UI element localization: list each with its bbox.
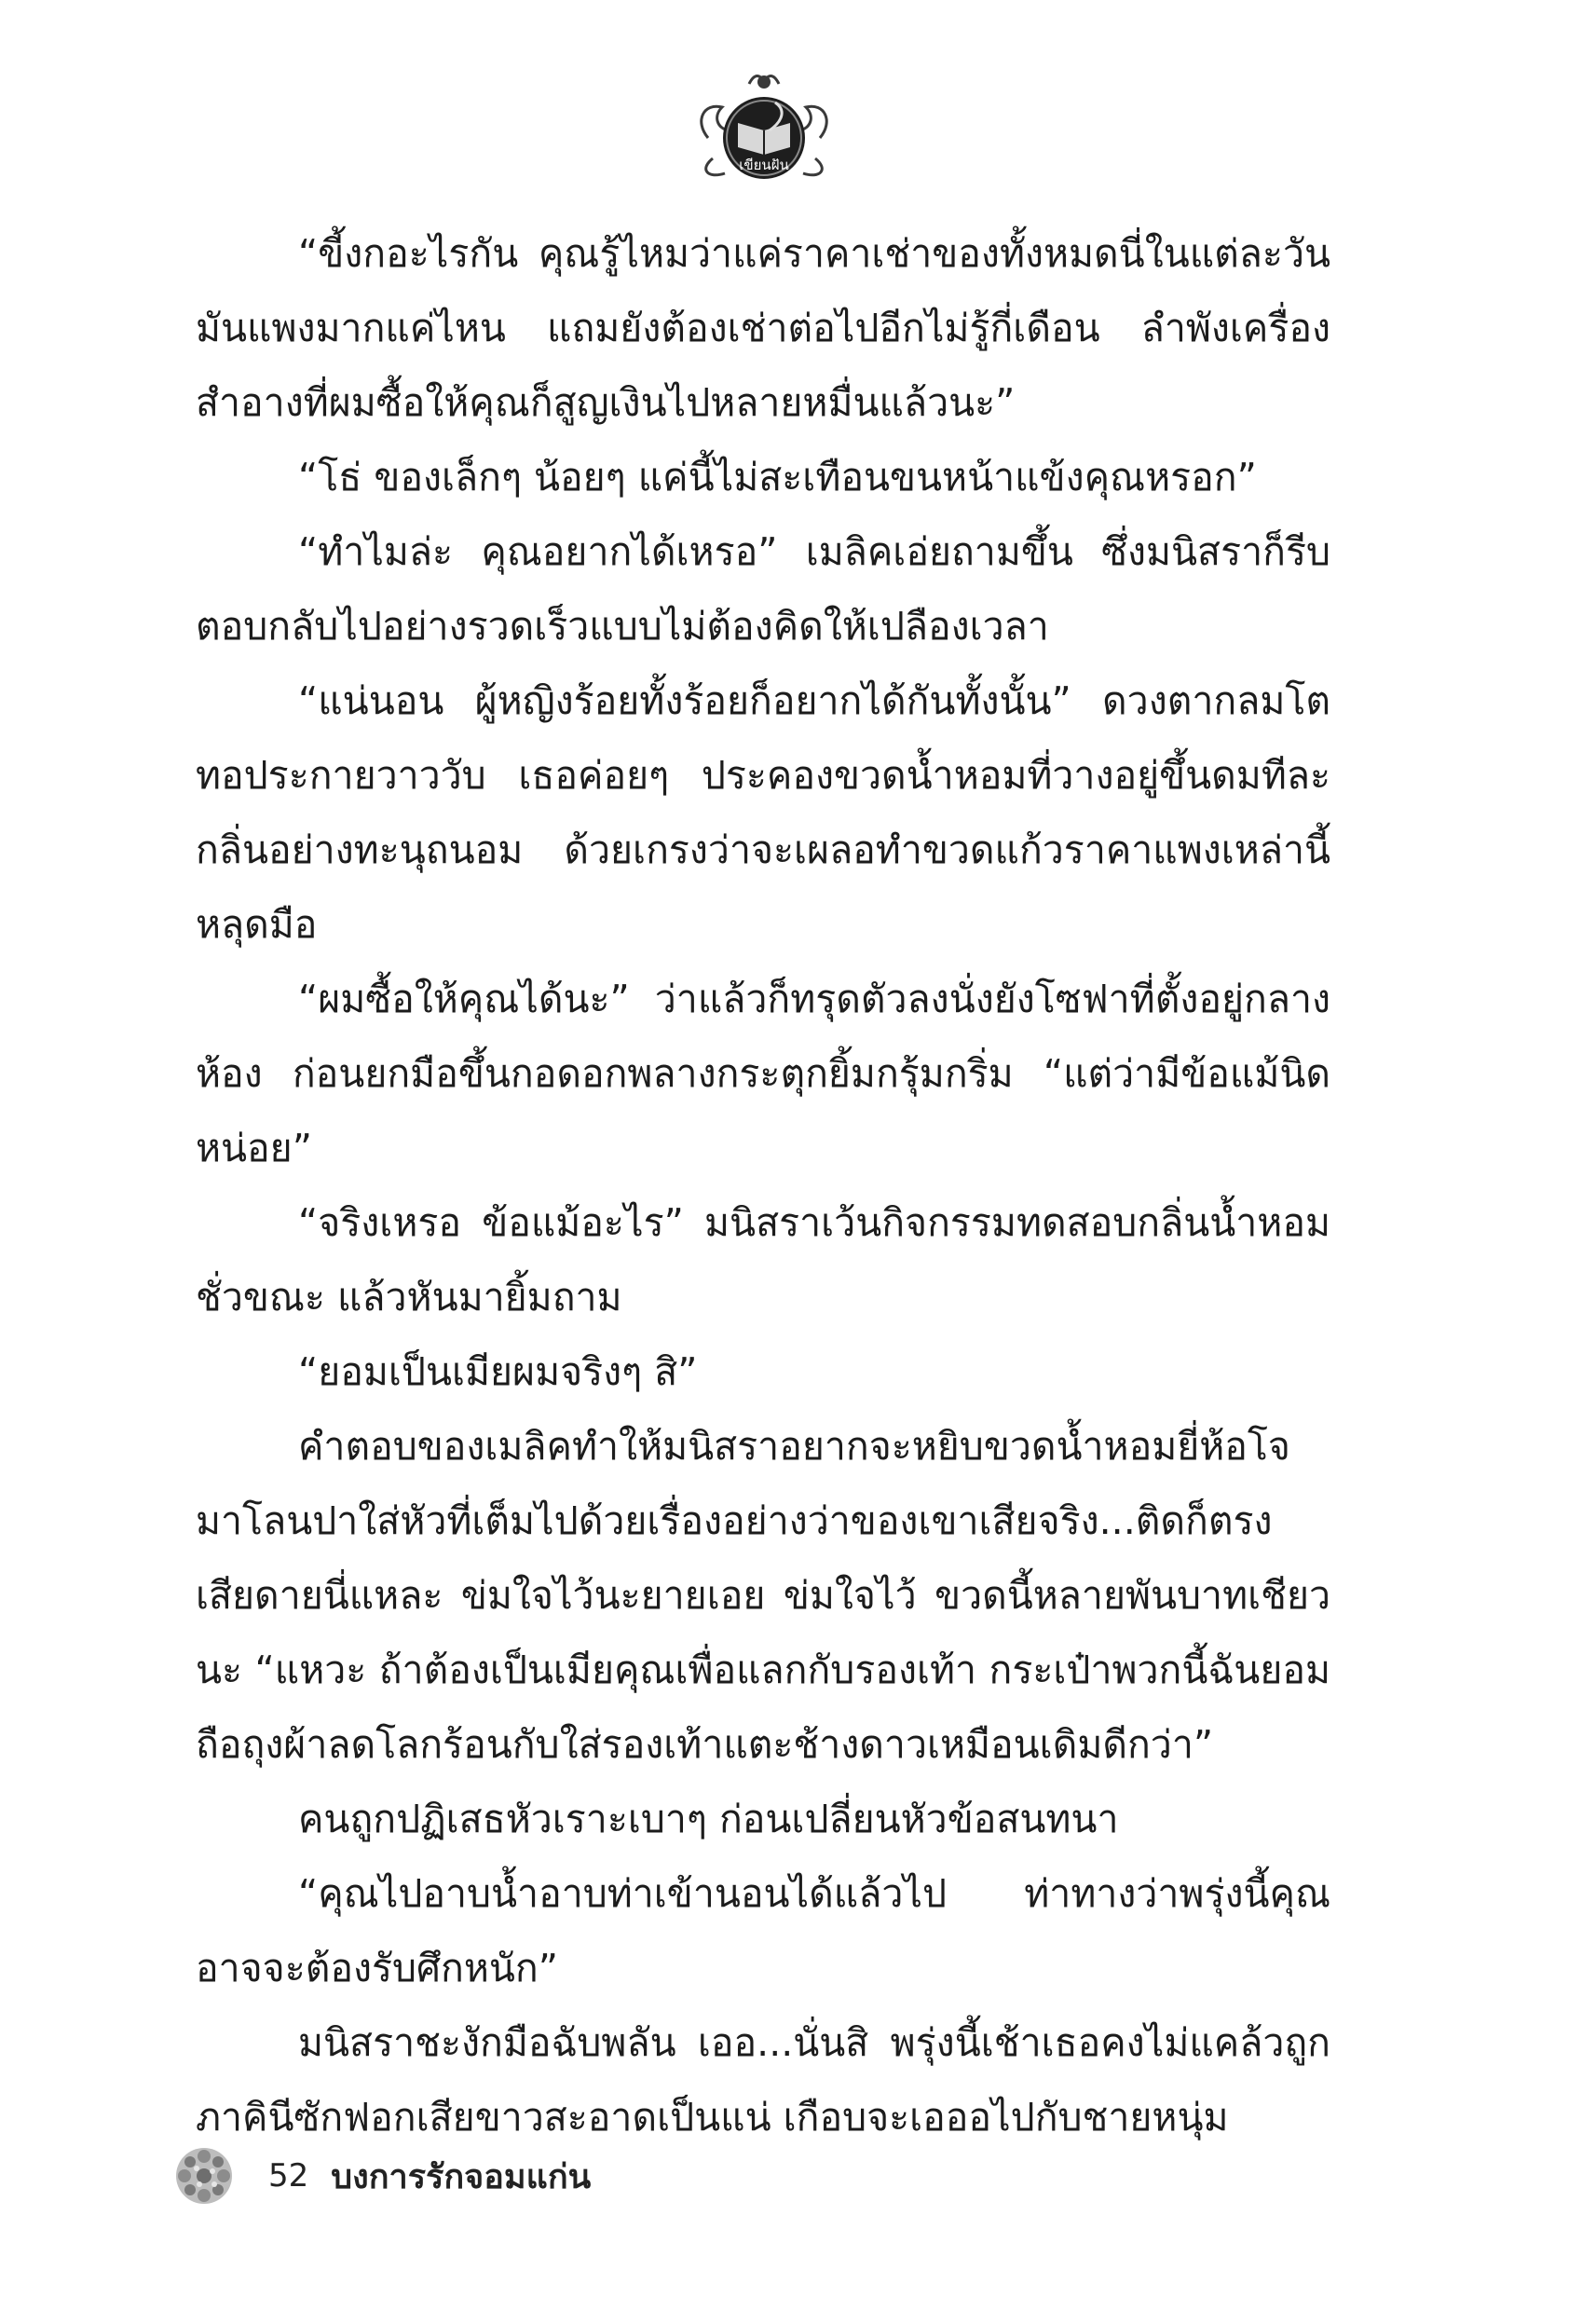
paragraph: “ผมซื้อให้คุณได้นะ” ว่าแล้วก็ทรุดตัวลงนั่งยังโซฟาที่ตั้งอยู่กลางห้อง ก่อนยกมือขึ้นกอดอกพลางกระตุกยิ้มกรุ้มกริ่ม “แต่ว่ามีข้อแม้นิดหน่อย” <box>196 977 1330 1170</box>
paragraph: “ขี้งกอะไรกัน คุณรู้ไหมว่าแค่ราคาเช่าของทั้งหมดนี่ในแต่ละวันมันแพงมากแค่ไหน แถมยังต้องเช่าต่อไปอีกไม่รู้กี่เดือน ลำพังเครื่องสำอางที่ผมซื้อให้คุณก็สูญเงินไปหลายหมื่นแล้วนะ” <box>196 231 1330 425</box>
page-footer <box>173 2143 591 2208</box>
paragraph: คำตอบของเมลิคทำให้มนิสราอยากจะหยิบขวดน้ำหอมยี่ห้อโจมาโลนปาใส่หัวที่เต็มไปด้วยเรื่องอย่างว่าของเขาเสียจริง...ติดก็ตรงเสียดายนี่แหละ ข่มใจไว้นะยายเอย ข่มใจไว้ ขวดนี้หลายพันบาทเชียวนะ “แหวะ ถ้าต้องเป็นเมียคุณเพื่อแลกกับรองเท้า กระเป๋าพวกนี้ฉันยอมถือถุงผ้าลดโลกร้อนกับใส่รองเท้าแตะช้างดาวเหมือนเดิมดีกว่า” <box>196 1424 1330 1767</box>
paragraph: “จริงเหรอ ข้อแม้อะไร” มนิสราเว้นกิจกรรมทดสอบกลิ่นน้ำหอมชั่วขณะ แล้วหันมายิ้มถาม <box>196 1200 1330 1320</box>
header-logo <box>689 65 839 186</box>
logo-text: เขียนฝัน <box>739 157 789 173</box>
paragraph: “แน่นอน ผู้หญิงร้อยทั้งร้อยก็อยากได้กันทั้งนั้น” ดวงตากลมโตทอประกายวาววับ เธอค่อยๆ ประคองขวดน้ำหอมที่วางอยู่ขึ้นดมทีละกลิ่นอย่างทะนุถนอม ด้วยเกรงว่าจะเผลอทำขวดแก้วราคาแพงเหล่านี้หลุดมือ <box>196 678 1330 947</box>
paragraph: คนถูกปฏิเสธหัวเราะเบาๆ ก่อนเปลี่ยนหัวข้อสนทนา <box>298 1797 1119 1841</box>
paragraph: “โธ่ ของเล็กๆ น้อยๆ แค่นี้ไม่สะเทือนขนหน้าแข้งคุณหรอก” <box>298 455 1257 499</box>
floral-ornament-icon <box>173 2145 235 2207</box>
paragraph: “คุณไปอาบน้ำอาบท่าเข้านอนได้แล้วไป ท่าทางว่าพรุ่งนี้คุณอาจจะต้องรับศึกหนัก” <box>196 1871 1330 1990</box>
paragraph: “ยอมเป็นเมียผมจริงๆ สิ” <box>298 1349 698 1394</box>
body-text <box>196 216 1330 2154</box>
page-number: 52 <box>268 2157 309 2195</box>
paragraph: มนิสราชะงักมือฉับพลัน เออ...นั่นสิ พรุ่งนี้เช้าเธอคงไม่แคล้วถูกภาคินีซักฟอกเสียขาวสะอาดเป็นแน่ เกือบจะเอออไปกับชายหนุ่ม <box>196 2020 1330 2140</box>
ornate-book-logo-icon <box>689 65 839 186</box>
paragraph: “ทำไมล่ะ คุณอยากได้เหรอ” เมลิคเอ่ยถามขึ้น ซึ่งมนิสราก็รีบตอบกลับไปอย่างรวดเร็วแบบไม่ต้องคิดให้เปลืองเวลา <box>196 529 1330 649</box>
book-title: บงการรักจอมแก่น <box>331 2157 592 2196</box>
